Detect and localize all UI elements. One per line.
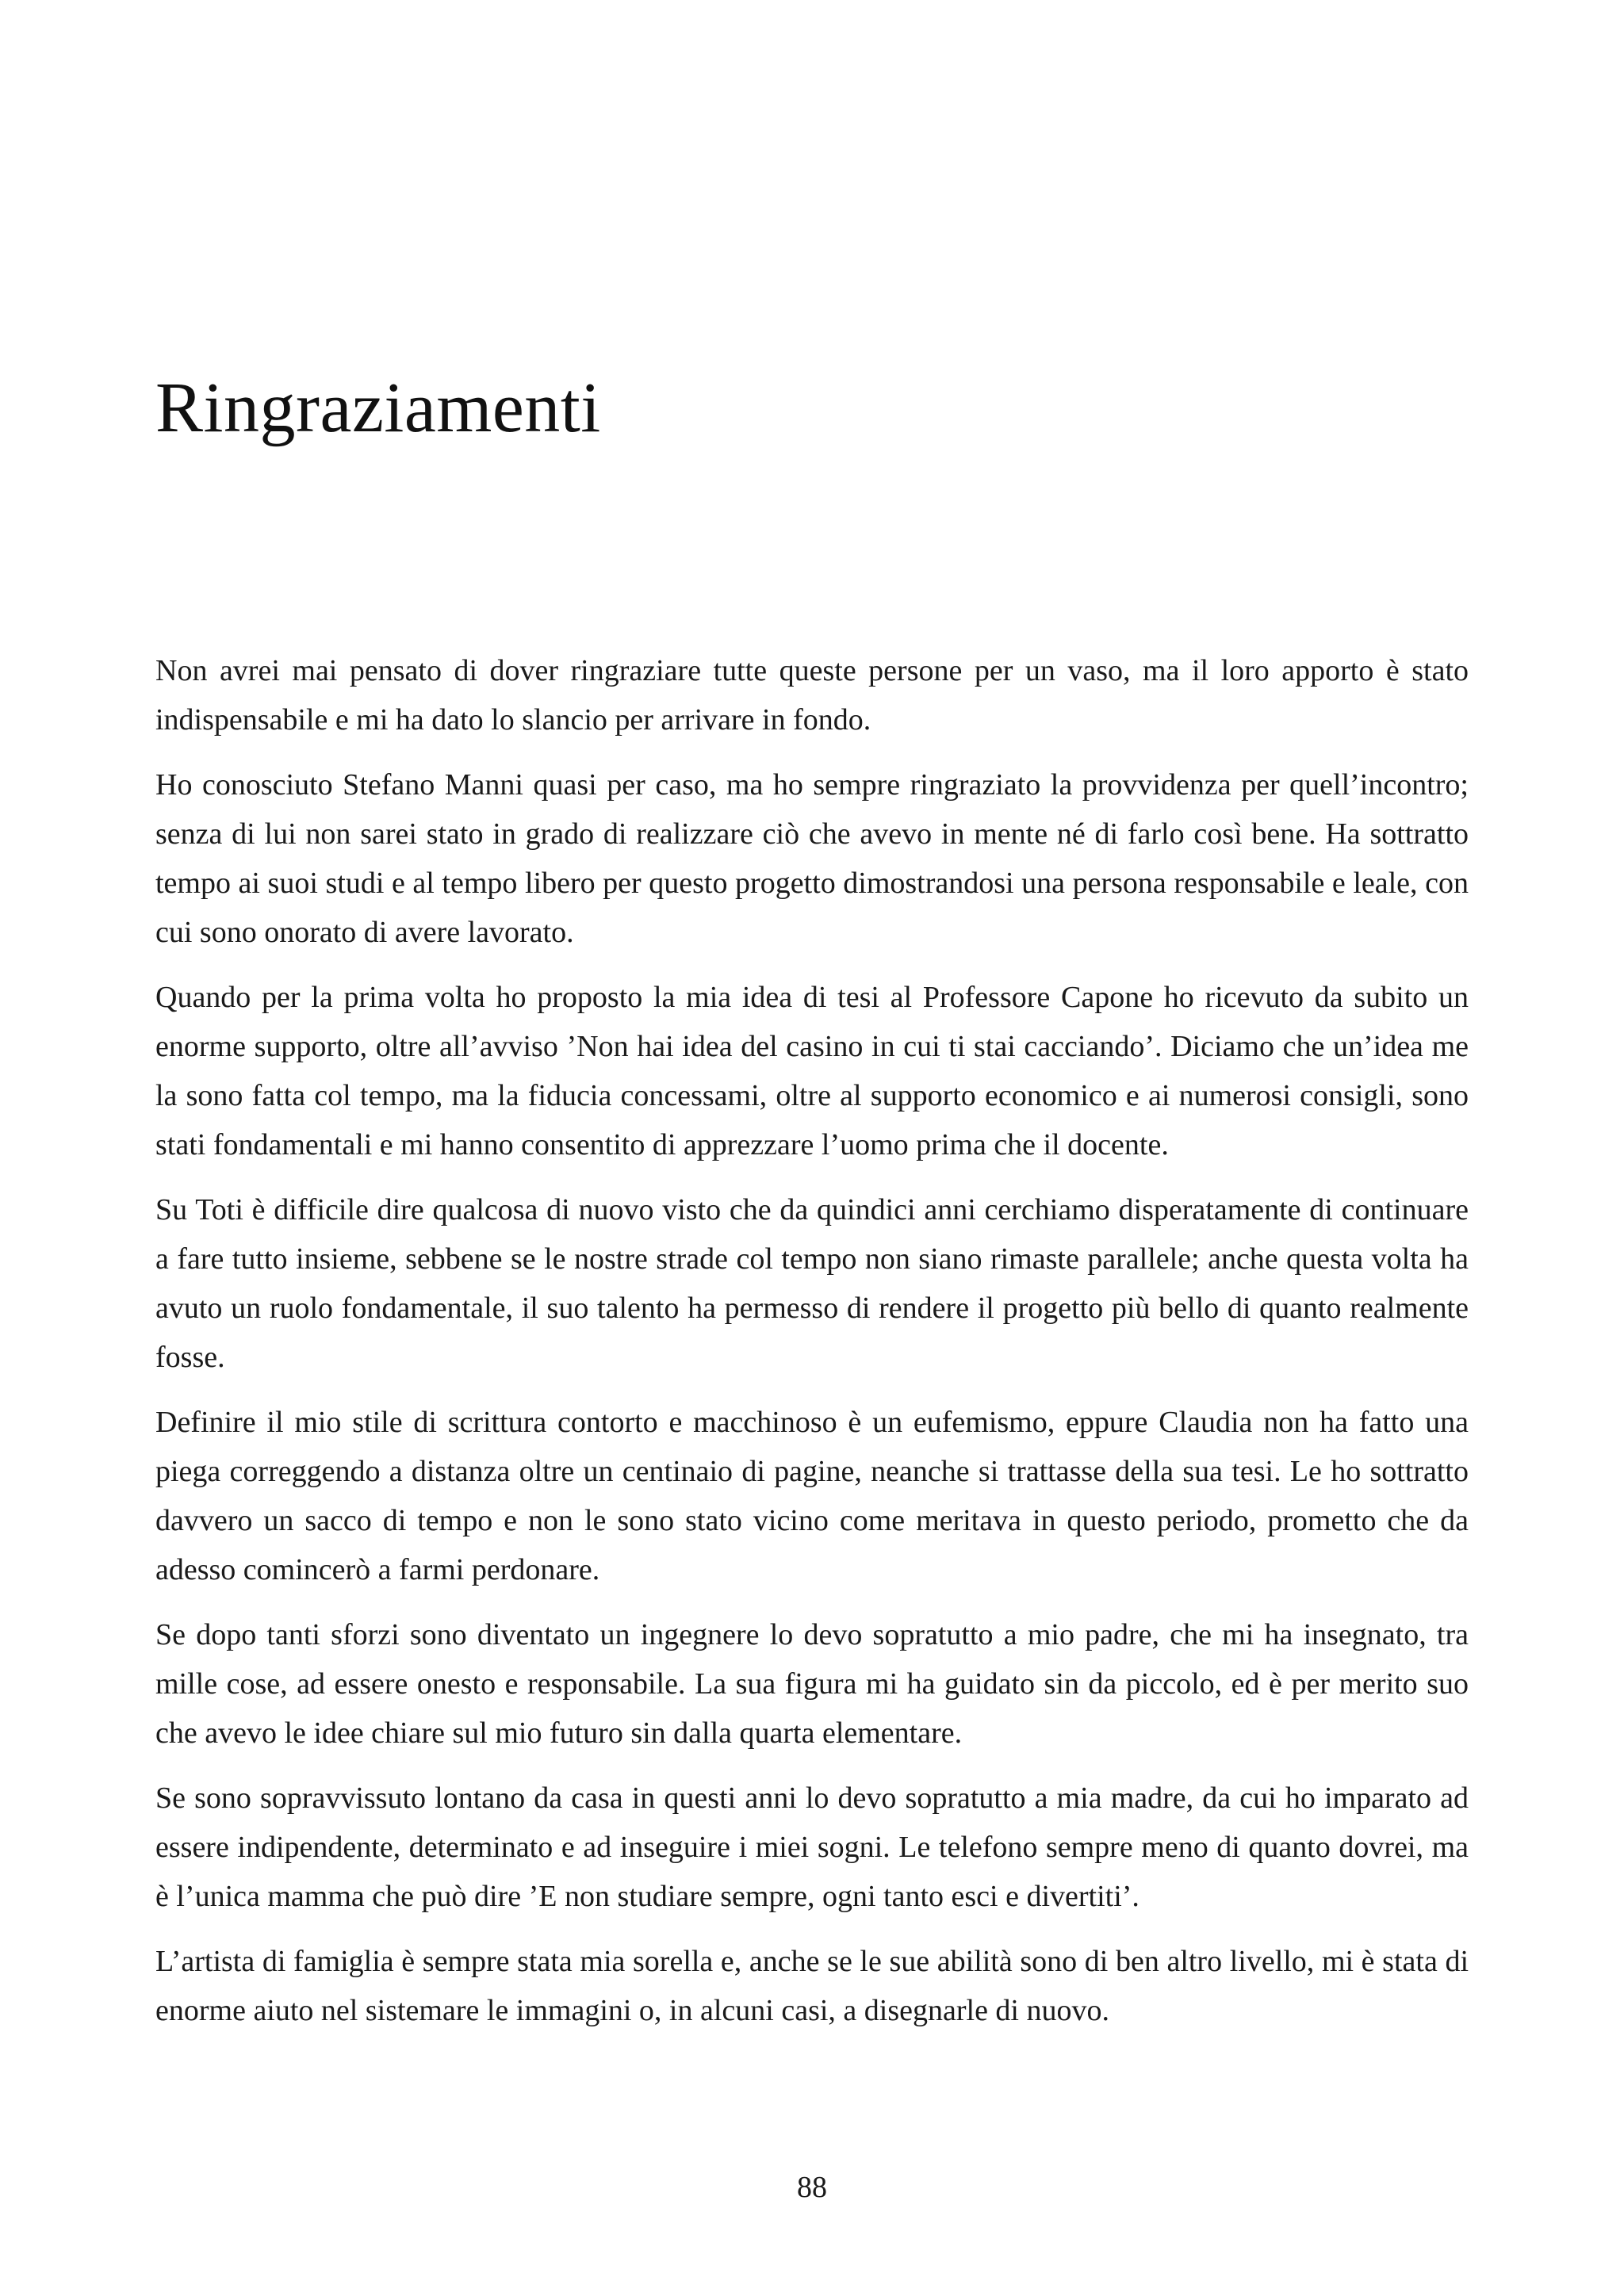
paragraph-padre: Se dopo tanti sforzi sono diventato un ingegnere lo devo sopratutto a mio padre, che mi ha insegnato, tra mille cose, ad essere onesto e responsabile. La sua figura mi ha guidato sin da piccolo, ed è per merito suo che avevo le idee chiare sul mio futuro sin dalla quarta elementare.	[155, 1618, 1469, 1750]
paragraph-claudia: Definire il mio stile di scrittura contorto e macchinoso è un eufemismo, eppure Claudia non ha fatto una piega correggendo a distanza oltre un centinaio di pagine, neanche si trattasse della sua tesi. Le ho sottratto davvero un sacco di tempo e non le sono stato vicino come meritava in questo periodo, prometto che da adesso comincerò a farmi perdonare.	[155, 1406, 1469, 1586]
paragraph-sorella: L’artista di famiglia è sempre stata mia sorella e, anche se le sue abilità sono di ben altro livello, mi è stata di enorme aiuto nel sistemare le immagini o, in alcuni casi, a disegnarle di nuovo.	[155, 1945, 1469, 2027]
paragraph-toti: Su Toti è difficile dire qualcosa di nuovo visto che da quindici anni cerchiamo disperatamente di continuare a fare tutto insieme, sebbene se le nostre strade col tempo non siano rimaste parallele; anche questa volta ha avuto un ruolo fondamentale, il suo talento ha permesso di rendere il progetto più bello di quanto realmente fosse.	[155, 1193, 1469, 1374]
page-number: 88	[797, 2171, 827, 2204]
paragraph-madre: Se sono sopravvissuto lontano da casa in questi anni lo devo sopratutto a mia madre, da cui ho imparato ad essere indipendente, determinato e ad inseguire i miei sogni. Le telefono sempre meno di quanto dovrei, ma è l’unica mamma che può dire ’E non studiare sempre, ogni tanto esci e divertiti’.	[155, 1781, 1469, 1913]
acknowledgements-body	[155, 646, 1469, 2051]
paragraph-professore-capone: Quando per la prima volta ho proposto la mia idea di tesi al Professore Capone ho ricevuto da subito un enorme supporto, oltre all’avviso ’Non hai idea del casino in cui ti stai cacciando’. Diciamo che un’idea me la sono fatta col tempo, ma la fiducia concessami, oltre al supporto economico e ai numerosi consigli, sono stati fondamentali e mi hanno consentito di apprezzare l’uomo prima che il docente.	[155, 981, 1469, 1161]
chapter-title: Ringraziamenti	[155, 369, 601, 447]
paragraph-stefano-manni: Ho conosciuto Stefano Manni quasi per caso, ma ho sempre ringraziato la provvidenza per quell’incontro; senza di lui non sarei stato in grado di realizzare ciò che avevo in mente né di farlo così bene. Ha sottratto tempo ai suoi studi e al tempo libero per questo progetto dimostrandosi una persona responsabile e leale, con cui sono onorato di avere lavorato.	[155, 768, 1469, 949]
paragraph-intro: Non avrei mai pensato di dover ringraziare tutte queste persone per un vaso, ma il loro apporto è stato indispensabile e mi ha dato lo slancio per arrivare in fondo.	[155, 654, 1469, 737]
